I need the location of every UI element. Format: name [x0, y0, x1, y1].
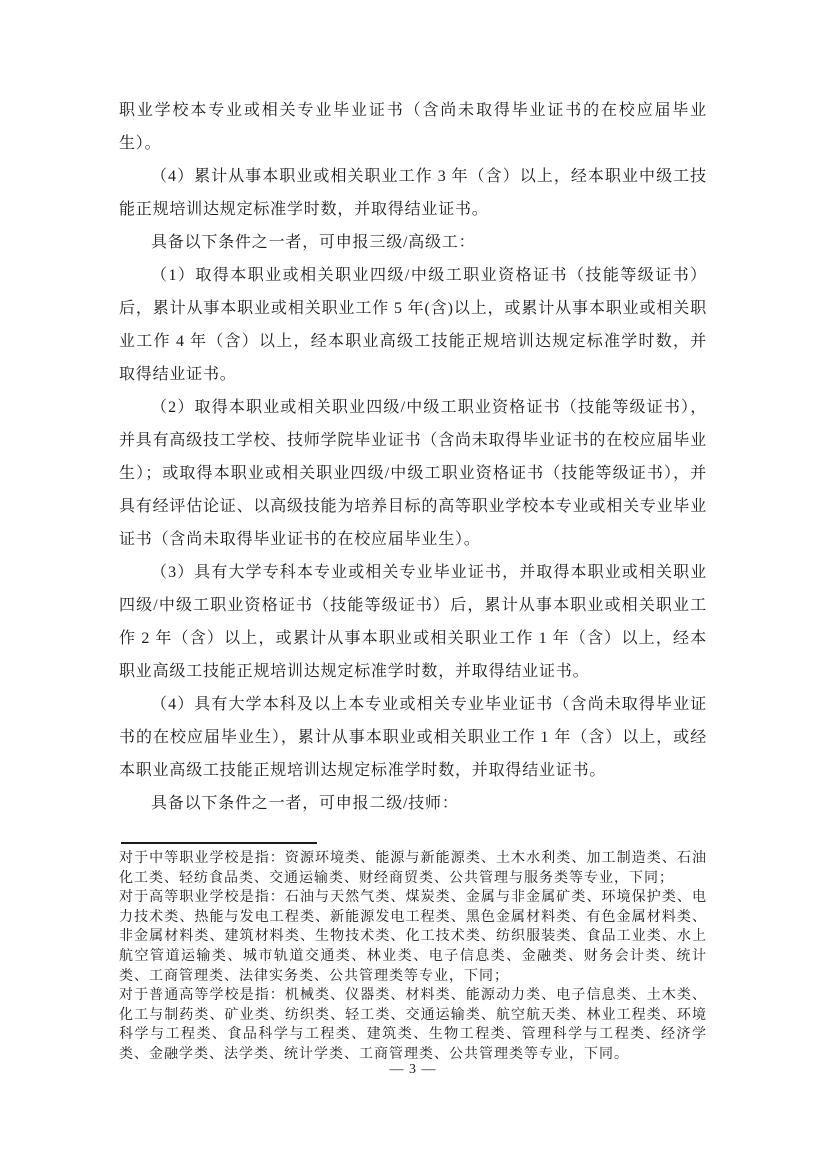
footnote-item: 对于高等职业学校是指：石油与天然气类、煤炭类、金属与非金属矿类、环境保护类、电力技术类、热能与发电工程类、新能源发电工程类、黑色金属材料类、有色金属材料类、非金属材料类、建筑材料类、生物技术类、化工技术类、纺织服装类、食品工业类、水上航空管道运输类、城市轨道交通类、林业类、电子信息类、金融类、财务会计类、统计类、工商管理类、法律实务类、公共管理类等专业，下同；: [119, 890, 707, 984]
body-paragraph: （3）具有大学专科本专业或相关专业毕业证书，并取得本职业或相关职业四级/中级工职业资格证书（技能等级证书）后，累计从事本职业或相关职业工作 2 年（含）以上，或累计从事本职业或相关职业工作 1 年（含）以上，经本职业高级工技能正规培训达规定标准学时数，并取得结业证书。: [119, 564, 707, 680]
footnote-section: [119, 849, 707, 1065]
body-paragraph: 职业学校本专业或相关专业毕业证书（含尚未取得毕业证书的在校应届毕业生）。: [119, 102, 707, 152]
body-paragraph: 具备以下条件之一者，可申报二级/技师：: [151, 795, 459, 812]
document-body: [119, 94, 707, 820]
footnote-item: 对于普通高等学校是指：机械类、仪器类、材料类、能源动力类、电子信息类、土木类、化工与制药类、矿业类、纺织类、轻工类、交通运输类、航空航天类、林业工程类、环境科学与工程类、食品科学与工程类、建筑类、生物工程类、管理科学与工程类、经济学类、金融学类、法学类、统计学类、工商管理类、公共管理类等专业，下同。: [119, 988, 707, 1062]
body-paragraph: （1）取得本职业或相关职业四级/中级工职业资格证书（技能等级证书）后，累计从事本职业或相关职业工作 5 年(含)以上，或累计从事本职业或相关职业工作 4 年（含）以上，经本职业高级工技能正规培训达规定标准学时数，并取得结业证书。: [119, 267, 707, 383]
body-paragraph: 具备以下条件之一者，可申报三级/高级工：: [151, 234, 476, 251]
page-number: — 3 —: [389, 1062, 437, 1077]
body-paragraph: （2）取得本职业或相关职业四级/中级工职业资格证书（技能等级证书），并具有高级技工学校、技师学院毕业证书（含尚未取得毕业证书的在校应届毕业生）；或取得本职业或相关职业四级/中级工职业资格证书（技能等级证书），并具有经评估论证、以高级技能为培养目标的高等职业学校本专业或相关专业毕业证书（含尚未取得毕业证书的在校应届毕业生）。: [119, 399, 708, 548]
body-paragraph: （4）累计从事本职业或相关职业工作 3 年（含）以上，经本职业中级工技能正规培训达规定标准学时数，并取得结业证书。: [119, 168, 707, 218]
body-paragraph: （4）具有大学本科及以上本专业或相关专业毕业证书（含尚未取得毕业证书的在校应届毕业生），累计从事本职业或相关职业工作 1 年（含）以上，或经本职业高级工技能正规培训达规定标准学时数，并取得结业证书。: [119, 696, 707, 779]
footnote-item: 对于中等职业学校是指：资源环境类、能源与新能源类、土木水利类、加工制造类、石油化工类、轻纺食品类、交通运输类、财经商贸类、公共管理与服务类等专业，下同；: [119, 851, 707, 886]
footnote-separator: [121, 842, 317, 844]
